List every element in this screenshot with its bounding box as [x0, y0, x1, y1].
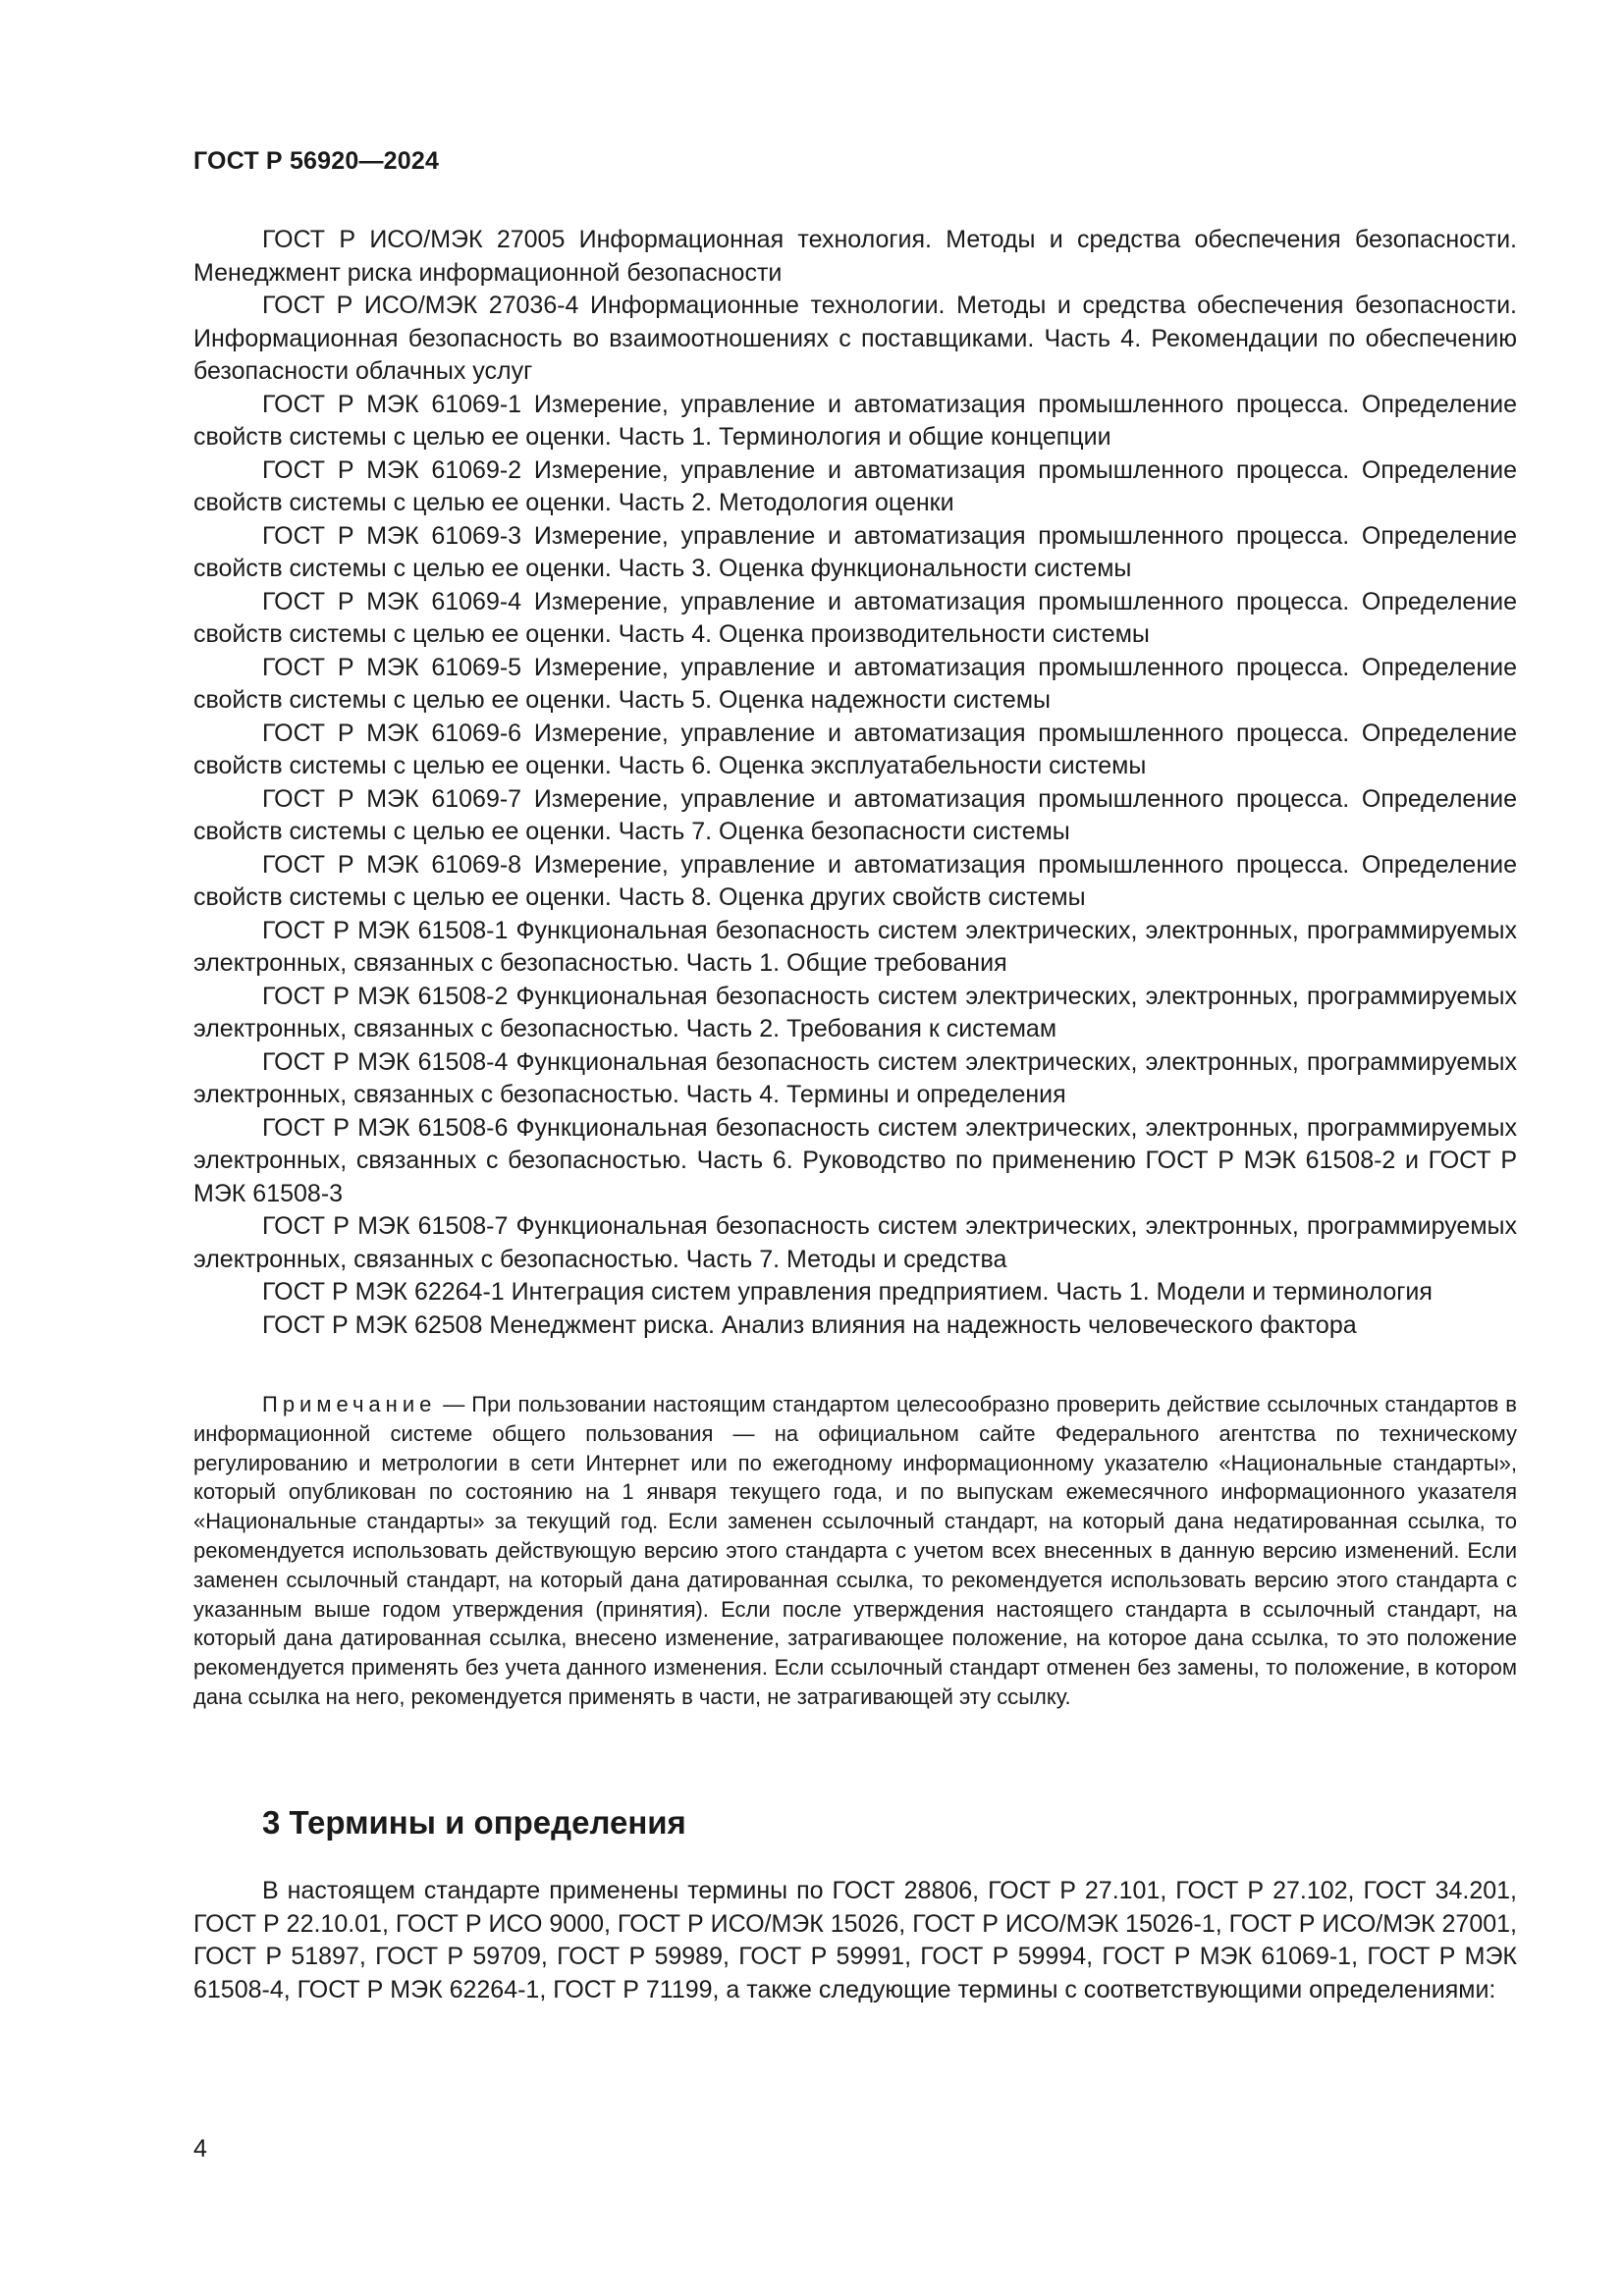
reference-item: ГОСТ Р МЭК 61069-5 Измерение, управление и автоматизация промышленного процесса. Определение свойств системы с целью ее оценки. Часть 5. Оценка надежности системы: [193, 653, 1517, 714]
reference-item: ГОСТ Р МЭК 61069-3 Измерение, управление и автоматизация промышленного процесса. Определение свойств системы с целью ее оценки. Часть 3. Оценка функциональности системы: [193, 521, 1517, 582]
reference-item: ГОСТ Р ИСО/МЭК 27005 Информационная технология. Методы и средства обеспечения безопасности. Менеджмент риска информационной безопасности: [193, 226, 1517, 287]
normative-references-list: [193, 224, 1517, 1342]
page-header-standard-code: ГОСТ Р 56920—2024: [193, 147, 440, 175]
note-text: — При пользовании настоящим стандартом целесообразно проверить действие ссылочных стандартов в информационной системе общего пользования — на официальном сайте Федерального агентства по техническому регулированию и метрологии в сети Интернет или по ежегодному информационному указателю «Национальные стандарты», который опубликован по состоянию на 1 января текущего года, и по выпускам ежемесячного информационного указателя «Национальные стандарты» за текущий год. Если заменен ссылочный стандарт, на который дана недатированная ссылка, то рекомендуется использовать действующую версию этого стандарта с учетом всех внесенных в данную версию изменений. Если заменен ссылочный стандарт, на который дана датированная ссылка, то рекомендуется использовать версию этого стандарта с указанным выше годом утверждения (принятия). Если после утверждения настоящего стандарта в ссылочный стандарт, на который дана датированная ссылка, внесено изменение, затрагивающее положение, на которое дана ссылка, то это положение рекомендуется применять без учета данного изменения. Если ссылочный стандарт отменен без замены, то положение, в котором дана ссылка на него, рекомендуется применять в части, не затрагивающей эту ссылку.: [193, 1392, 1517, 1709]
reference-item: ГОСТ Р МЭК 61069-7 Измерение, управление и автоматизация промышленного процесса. Определение свойств системы с целью ее оценки. Часть 7. Оценка безопасности системы: [193, 784, 1517, 845]
note-label: Примечание: [262, 1392, 437, 1416]
reference-item: ГОСТ Р МЭК 61508-6 Функциональная безопасность систем электрических, электронных, программируемых электронных, связанных с безопасностью. Часть 6. Руководство по применению ГОСТ Р МЭК 61508-2 и ГОСТ Р МЭК 61508-3: [193, 1113, 1517, 1207]
section-body: [193, 1875, 1517, 2006]
reference-item: ГОСТ Р МЭК 61069-8 Измерение, управление и автоматизация промышленного процесса. Определение свойств системы с целью ее оценки. Часть 8. Оценка других свойств системы: [193, 850, 1517, 911]
section-paragraph: В настоящем стандарте применены термины по ГОСТ 28806, ГОСТ Р 27.101, ГОСТ Р 27.102, ГОСТ 34.201, ГОСТ Р 22.10.01, ГОСТ Р ИСО 9000, ГОСТ Р ИСО/МЭК 15026, ГОСТ Р ИСО/МЭК 15026-1, ГОСТ Р ИСО/МЭК 27001, ГОСТ Р 51897, ГОСТ Р 59709, ГОСТ Р 59989, ГОСТ Р 59991, ГОСТ Р 59994, ГОСТ Р МЭК 61069-1, ГОСТ Р МЭК 61508-4, ГОСТ Р МЭК 62264-1, ГОСТ Р 71199, а также следующие термины с соответствующими определениями:: [193, 1877, 1517, 2003]
reference-item: ГОСТ Р МЭК 61508-4 Функциональная безопасность систем электрических, электронных, программируемых электронных, связанных с безопасностью. Часть 4. Термины и определения: [193, 1047, 1517, 1108]
section-title: 3 Термины и определения: [262, 1804, 686, 1841]
reference-item: ГОСТ Р МЭК 61069-4 Измерение, управление и автоматизация промышленного процесса. Определение свойств системы с целью ее оценки. Часть 4. Оценка производительности системы: [193, 587, 1517, 648]
reference-item: ГОСТ Р МЭК 61508-7 Функциональная безопасность систем электрических, электронных, программируемых электронных, связанных с безопасностью. Часть 7. Методы и средства: [193, 1212, 1517, 1273]
reference-item: ГОСТ Р МЭК 62264-1 Интеграция систем управления предприятием. Часть 1. Модели и терминология: [262, 1278, 1433, 1306]
reference-item: ГОСТ Р МЭК 61508-2 Функциональная безопасность систем электрических, электронных, программируемых электронных, связанных с безопасностью. Часть 2. Требования к системам: [193, 982, 1517, 1042]
reference-item: ГОСТ Р МЭК 61069-6 Измерение, управление и автоматизация промышленного процесса. Определение свойств системы с целью ее оценки. Часть 6. Оценка эксплуатабельности системы: [193, 719, 1517, 779]
note-block: [193, 1390, 1517, 1712]
reference-item: ГОСТ Р МЭК 61069-1 Измерение, управление и автоматизация промышленного процесса. Определение свойств системы с целью ее оценки. Часть 1. Терминология и общие концепции: [193, 390, 1517, 451]
reference-item: ГОСТ Р МЭК 61069-2 Измерение, управление и автоматизация промышленного процесса. Определение свойств системы с целью ее оценки. Часть 2. Методология оценки: [193, 455, 1517, 516]
reference-item: ГОСТ Р МЭК 62508 Менеджмент риска. Анализ влияния на надежность человеческого фактора: [262, 1310, 1357, 1339]
reference-item: ГОСТ Р МЭК 61508-1 Функциональная безопасность систем электрических, электронных, программируемых электронных, связанных с безопасностью. Часть 1. Общие требования: [193, 916, 1517, 977]
note-paragraph: [193, 1390, 1517, 1712]
reference-item: ГОСТ Р ИСО/МЭК 27036-4 Информационные технологии. Методы и средства обеспечения безопасности. Информационная безопасность во взаимоотношениях с поставщиками. Часть 4. Рекомендации по обеспечению безопасности облачных услуг: [193, 292, 1517, 385]
page-number: 4: [193, 2135, 207, 2163]
